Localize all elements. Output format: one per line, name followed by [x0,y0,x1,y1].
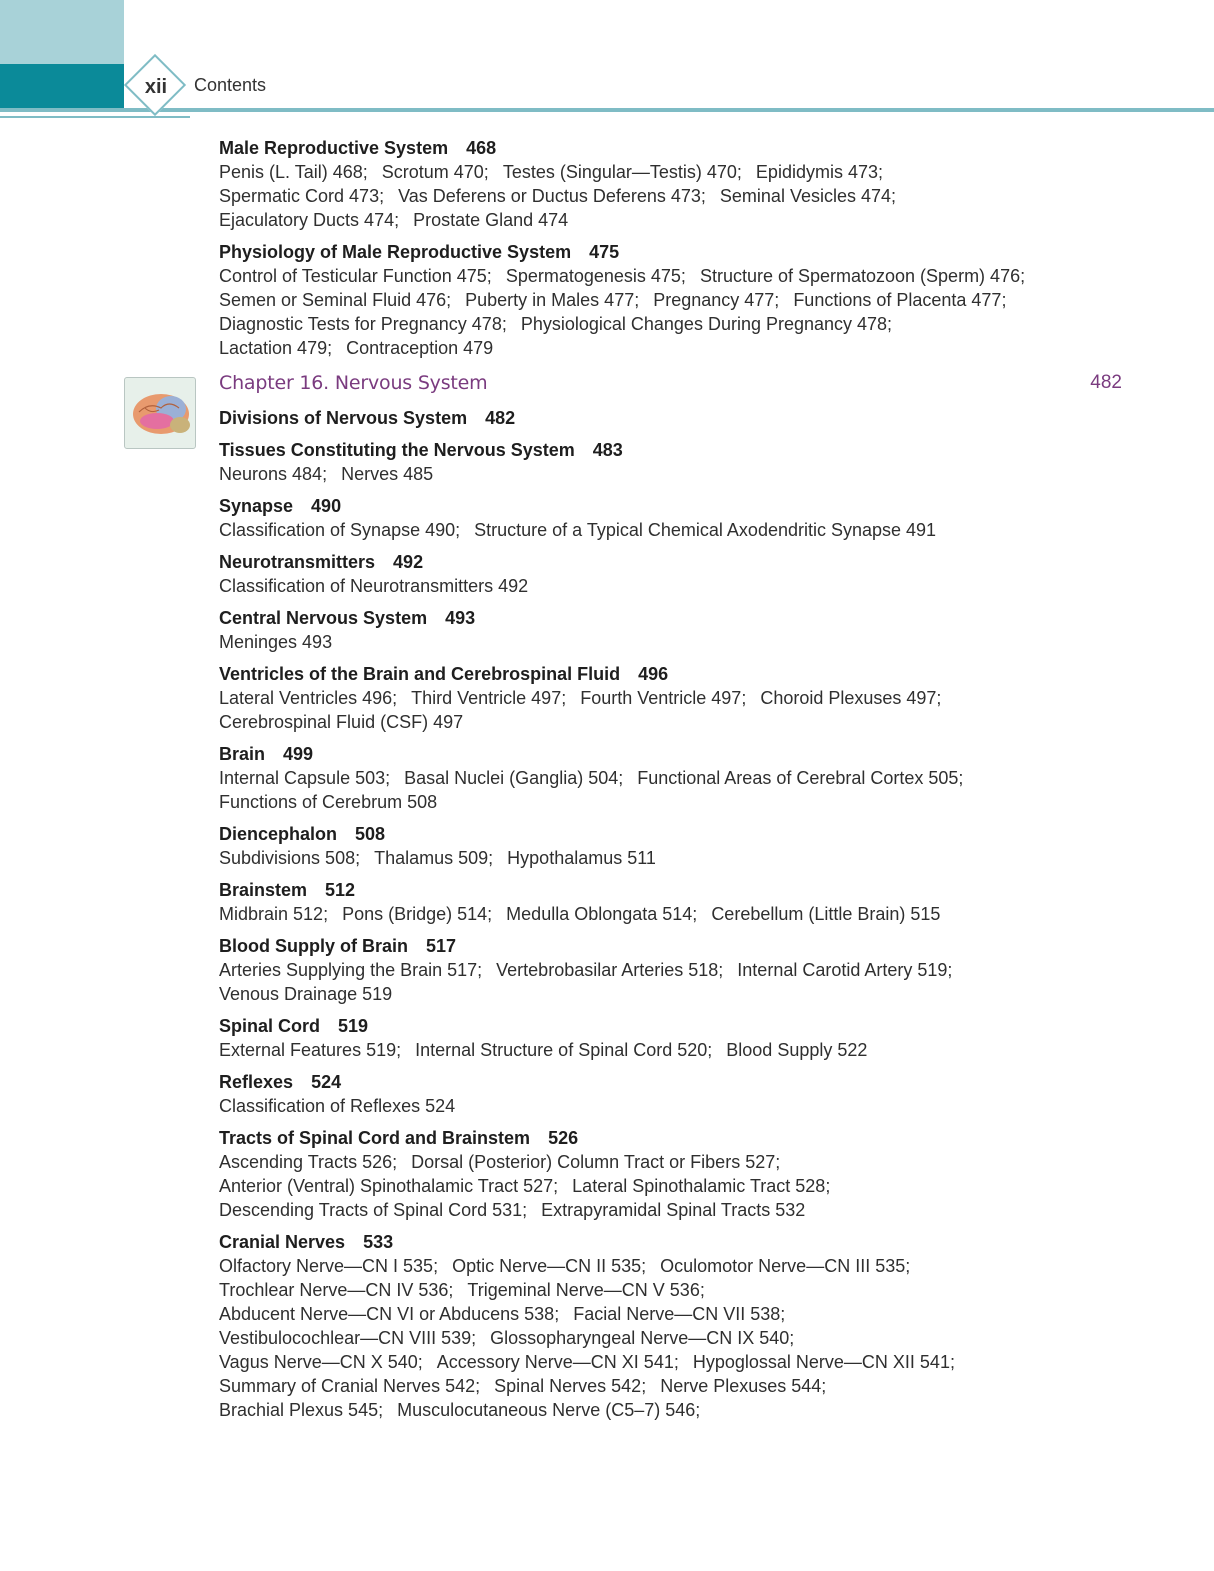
subtopic-entry[interactable]: Vestibulocochlear—CN VIII 539; [219,1328,477,1348]
subtopic-entry[interactable]: Thalamus 509; [374,848,494,868]
subtopic-entry[interactable]: Optic Nerve—CN II 535; [452,1256,647,1276]
subtopic-entry[interactable]: Choroid Plexuses 497; [760,688,942,708]
chapter-page-number: 482 [1090,372,1122,393]
toc-section [219,1070,1139,1118]
subtopic-entry[interactable]: Prostate Gland 474 [413,210,569,230]
subtopic-line [219,184,1139,208]
subtopic-entry[interactable]: Testes (Singular—Testis) 470; [502,162,742,182]
subtopic-entry[interactable]: Classification of Reflexes 524 [219,1096,456,1116]
subtopic-entry[interactable]: Fourth Ventricle 497; [580,688,747,708]
subtopic-entry[interactable]: Internal Carotid Artery 519; [737,960,953,980]
subtopic-entry[interactable]: Medulla Oblongata 514; [506,904,698,924]
subtopic-line [219,1398,1139,1422]
subtopic-entry[interactable]: Subdivisions 508; [219,848,361,868]
subtopic-entry[interactable]: Structure of Spermatozoon (Sperm) 476; [699,266,1026,286]
subtopic-entry[interactable]: Vas Deferens or Ductus Deferens 473; [398,186,706,206]
subtopic-entry[interactable]: Internal Structure of Spinal Cord 520; [415,1040,713,1060]
subtopic-line [219,1038,1139,1062]
section-title-text: Brain [219,744,266,764]
section-page-number: 492 [393,552,424,572]
subtopic-entry[interactable]: Functions of Cerebrum 508 [219,792,438,812]
section-title-text: Physiology of Male Reproductive System [219,242,572,262]
table-of-contents [219,136,1139,1430]
section-title[interactable] [219,1126,1139,1150]
subtopic-entry[interactable]: Cerebrospinal Fluid (CSF) 497 [219,712,464,732]
subtopic-entry[interactable]: Penis (L. Tail) 468; [219,162,368,182]
subtopic-entry[interactable]: Semen or Seminal Fluid 476; [219,290,452,310]
subtopic-entry[interactable]: Spinal Nerves 542; [494,1376,647,1396]
sections-before-chapter [219,136,1139,360]
section-title-text: Cranial Nerves [219,1232,346,1252]
subtopic-line [219,160,1139,184]
subtopic-entry[interactable]: Glossopharyngeal Nerve—CN IX 540; [490,1328,795,1348]
subtopic-line [219,958,1139,982]
subtopic-line [219,1094,1139,1118]
subtopic-line [219,766,1139,790]
subtopic-line [219,264,1139,288]
toc-section [219,136,1139,232]
section-title[interactable] [219,1230,1139,1254]
chapter-heading[interactable] [219,368,1139,398]
section-title-text: Male Reproductive System [219,138,449,158]
toc-section [219,742,1139,814]
section-title-text: Reflexes [219,1072,294,1092]
section-title-text: Diencephalon [219,824,338,844]
subtopic-line [219,710,1139,734]
section-page-number: 517 [426,936,457,956]
subtopic-entry[interactable]: Basal Nuclei (Ganglia) 504; [404,768,624,788]
subtopic-entry[interactable]: Anterior (Ventral) Spinothalamic Tract 527; [219,1176,559,1196]
toc-section [219,406,1139,430]
subtopic-line [219,288,1139,312]
subtopic-line [219,846,1139,870]
subtopic-entry[interactable]: Diagnostic Tests for Pregnancy 478; [219,314,507,334]
chapter-title: Chapter 16. Nervous System [219,372,488,394]
section-title[interactable] [219,742,1139,766]
subtopic-entry[interactable]: Blood Supply 522 [726,1040,868,1060]
subtopic-entry[interactable]: Scrotum 470; [381,162,489,182]
subtopic-entry[interactable]: External Features 519; [219,1040,402,1060]
subtopic-entry[interactable]: Venous Drainage 519 [219,984,393,1004]
subtopic-line [219,208,1139,232]
subtopic-entry[interactable]: Seminal Vesicles 474; [719,186,897,206]
subtopic-entry[interactable]: Nerve Plexuses 544; [660,1376,827,1396]
subtopic-entry[interactable]: Lateral Ventricles 496; [219,688,398,708]
subtopic-entry[interactable]: Lactation 479; [219,338,333,358]
subtopic-line [219,1278,1139,1302]
toc-section [219,606,1139,654]
subtopic-entry[interactable]: Meninges 493 [219,632,333,652]
toc-section [219,494,1139,542]
section-page-number: 496 [638,664,669,684]
subtopic-entry[interactable]: Third Ventricle 497; [411,688,567,708]
toc-section [219,1126,1139,1222]
subtopic-entry[interactable]: Physiological Changes During Pregnancy 478; [520,314,893,334]
subtopic-line [219,1174,1139,1198]
section-page-number: 526 [548,1128,579,1148]
subtopic-entry[interactable]: Functions of Placenta 477; [793,290,1007,310]
subtopic-entry[interactable]: Epididymis 473; [755,162,883,182]
subtopic-entry[interactable]: Vertebrobasilar Arteries 518; [496,960,724,980]
section-title[interactable] [219,1014,1139,1038]
section-title[interactable] [219,406,1139,430]
section-title-text: Tracts of Spinal Cord and Brainstem [219,1128,531,1148]
subtopic-entry[interactable]: Structure of a Typical Chemical Axodendritic Synapse 491 [474,520,937,540]
subtopic-line [219,336,1139,360]
section-title[interactable] [219,1070,1139,1094]
subtopic-entry[interactable]: Musculocutaneous Nerve (C5–7) 546; [397,1400,701,1420]
toc-section [219,1230,1139,1422]
section-page-number: 512 [325,880,356,900]
subtopic-line [219,1326,1139,1350]
section-title[interactable] [219,494,1139,518]
subtopic-entry[interactable]: Ascending Tracts 526; [219,1152,398,1172]
subtopic-entry[interactable]: Vagus Nerve—CN X 540; [219,1352,423,1372]
subtopic-entry[interactable]: Classification of Neurotransmitters 492 [219,576,529,596]
subtopic-entry[interactable]: Facial Nerve—CN VII 538; [573,1304,786,1324]
section-title-text: Blood Supply of Brain [219,936,408,956]
sections-after-chapter [219,406,1139,1422]
subtopic-entry[interactable]: Lateral Spinothalamic Tract 528; [572,1176,831,1196]
subtopic-entry[interactable]: Arteries Supplying the Brain 517; [219,960,483,980]
subtopic-entry[interactable]: Abducent Nerve—CN VI or Abducens 538; [219,1304,560,1324]
section-title-text: Neurotransmitters [219,552,376,572]
section-title-text: Spinal Cord [219,1016,321,1036]
toc-section [219,1014,1139,1062]
subtopic-line [219,1374,1139,1398]
toc-section [219,438,1139,486]
section-title[interactable] [219,822,1139,846]
subtopic-entry[interactable]: Midbrain 512; [219,904,329,924]
subtopic-line [219,518,1139,542]
section-title[interactable] [219,934,1139,958]
subtopic-entry[interactable]: Contraception 479 [346,338,494,358]
section-title[interactable] [219,662,1139,686]
subtopic-line [219,1198,1139,1222]
subtopic-line [219,686,1139,710]
section-page-number: 519 [338,1016,369,1036]
subtopic-entry[interactable]: Ejaculatory Ducts 474; [219,210,400,230]
section-page-number: 493 [445,608,476,628]
section-title[interactable] [219,550,1139,574]
section-title-text: Central Nervous System [219,608,428,628]
subtopic-entry[interactable]: Control of Testicular Function 475; [219,266,492,286]
section-page-number: 483 [592,440,623,460]
subtopic-entry[interactable]: Spermatic Cord 473; [219,186,385,206]
subtopic-line [219,1350,1139,1374]
section-page-number: 482 [485,408,516,428]
section-title[interactable] [219,438,1139,462]
section-page-number: 508 [355,824,386,844]
section-title[interactable] [219,240,1139,264]
subtopic-entry[interactable]: Extrapyramidal Spinal Tracts 532 [541,1200,806,1220]
subtopic-line [219,462,1139,486]
subtopic-entry[interactable]: Pregnancy 477; [653,290,780,310]
subtopic-entry[interactable]: Functional Areas of Cerebral Cortex 505; [637,768,964,788]
subtopic-entry[interactable]: Summary of Cranial Nerves 542; [219,1376,481,1396]
header-band-light [0,0,124,64]
section-title[interactable] [219,606,1139,630]
section-title-text: Divisions of Nervous System [219,408,468,428]
header-rule [0,108,1214,112]
header-band-dark [0,64,124,109]
section-page-number: 468 [466,138,497,158]
subtopic-line [219,1254,1139,1278]
subtopic-line [219,902,1139,926]
section-page-number: 490 [311,496,342,516]
subtopic-entry[interactable]: Trigeminal Nerve—CN V 536; [467,1280,705,1300]
section-title-text: Tissues Constituting the Nervous System [219,440,575,460]
section-title-text: Brainstem [219,880,308,900]
subtopic-entry[interactable]: Hypoglossal Nerve—CN XII 541; [692,1352,955,1372]
header-rule-secondary [0,116,190,118]
section-page-number: 499 [283,744,314,764]
subtopic-line [219,574,1139,598]
subtopic-entry[interactable]: Hypothalamus 511 [507,848,656,868]
subtopic-line [219,790,1139,814]
section-page-number: 475 [589,242,620,262]
toc-section [219,934,1139,1006]
toc-section [219,822,1139,870]
subtopic-entry[interactable]: Internal Capsule 503; [219,768,391,788]
subtopic-entry[interactable]: Neurons 484; [219,464,328,484]
subtopic-line [219,1302,1139,1326]
subtopic-entry[interactable]: Accessory Nerve—CN XI 541; [436,1352,679,1372]
toc-section [219,878,1139,926]
subtopic-entry[interactable]: Puberty in Males 477; [465,290,640,310]
toc-section [219,550,1139,598]
subtopic-entry[interactable]: Olfactory Nerve—CN I 535; [219,1256,439,1276]
section-title[interactable] [219,878,1139,902]
toc-section [219,240,1139,360]
running-head: Contents [194,75,267,95]
section-title-text: Ventricles of the Brain and Cerebrospinal Fluid [219,664,621,684]
subtopic-line [219,312,1139,336]
subtopic-entry[interactable]: Brachial Plexus 545; [219,1400,384,1420]
subtopic-entry[interactable]: Spermatogenesis 475; [505,266,686,286]
section-page-number: 533 [363,1232,394,1252]
section-page-number: 524 [311,1072,342,1092]
subtopic-entry[interactable]: Dorsal (Posterior) Column Tract or Fibers 527; [411,1152,781,1172]
subtopic-entry[interactable]: Descending Tracts of Spinal Cord 531; [219,1200,528,1220]
subtopic-entry[interactable]: Trochlear Nerve—CN IV 536; [219,1280,454,1300]
subtopic-line [219,630,1139,654]
subtopic-line [219,1150,1139,1174]
toc-section [219,662,1139,734]
page-number: xii [144,76,168,98]
subtopic-entry[interactable]: Pons (Bridge) 514; [342,904,493,924]
section-title-text: Synapse [219,496,294,516]
subtopic-entry[interactable]: Classification of Synapse 490; [219,520,461,540]
brain-icon [124,377,196,449]
section-title[interactable] [219,136,1139,160]
subtopic-entry[interactable]: Cerebellum (Little Brain) 515 [711,904,941,924]
subtopic-entry[interactable]: Nerves 485 [341,464,434,484]
subtopic-entry[interactable]: Oculomotor Nerve—CN III 535; [660,1256,911,1276]
subtopic-line [219,982,1139,1006]
